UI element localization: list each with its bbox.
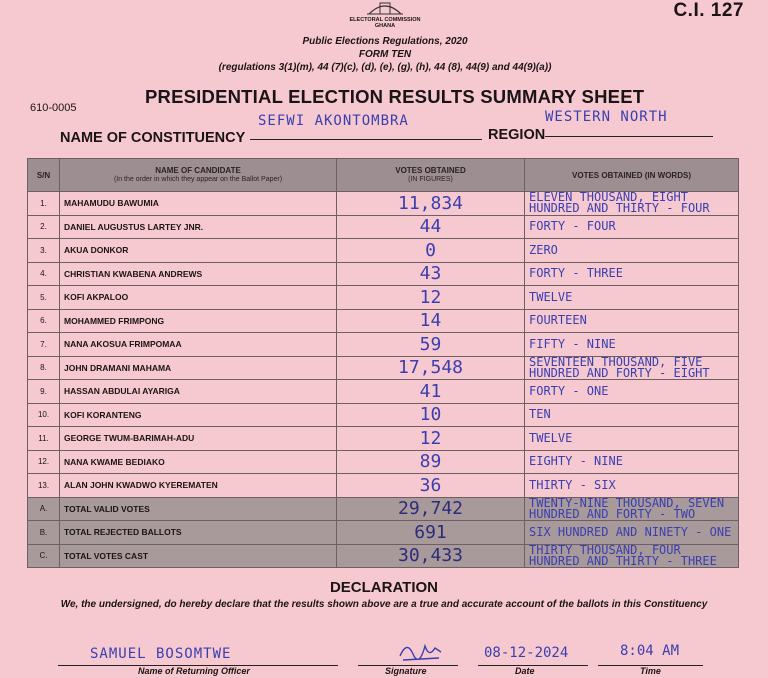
votes-words: FORTY - FOUR: [525, 215, 739, 239]
candidate-name: TOTAL VOTES CAST: [60, 544, 337, 568]
candidate-name: KOFI AKPALOO: [60, 286, 337, 310]
votes-figures: 43: [337, 262, 525, 286]
candidate-row: [28, 215, 739, 239]
row-sn: B.: [28, 521, 60, 545]
candidate-name: AKUA DONKOR: [60, 239, 337, 263]
constituency-label: NAME OF CONSTITUENCY: [60, 130, 246, 146]
total-row: [28, 497, 739, 521]
candidate-row: [28, 262, 739, 286]
candidate-row: [28, 403, 739, 427]
votes-words: ELEVEN THOUSAND, EIGHT HUNDRED AND THIRTY - FOUR: [525, 192, 739, 216]
commission-name: ELECTORAL COMMISSION GHANA: [349, 17, 421, 29]
votes-figures: 12: [337, 286, 525, 310]
candidate-row: [28, 239, 739, 263]
total-row: [28, 544, 739, 568]
votes-words: FIFTY - NINE: [525, 333, 739, 357]
votes-figures: 11,834: [337, 192, 525, 216]
signature-label: Signature: [385, 666, 427, 676]
votes-figures: 691: [337, 521, 525, 545]
candidate-name: MAHAMUDU BAWUMIA: [60, 192, 337, 216]
header-words: VOTES OBTAINED (IN WORDS): [525, 159, 739, 192]
results-table: [27, 158, 739, 568]
votes-words: THIRTY - SIX: [525, 474, 739, 498]
votes-figures: 29,742: [337, 497, 525, 521]
candidate-row: [28, 427, 739, 451]
row-sn: 10.: [28, 403, 60, 427]
votes-words: FORTY - THREE: [525, 262, 739, 286]
regulations-title: Public Elections Regulations, 2020: [302, 36, 468, 47]
votes-figures: 14: [337, 309, 525, 333]
votes-figures: 41: [337, 380, 525, 404]
regulations-ref: (regulations 3(1)(m), 44 (7)(c), (d), (e), (g), (h), 44 (8), 44(9) and 44(9)(a)): [218, 62, 552, 73]
row-sn: A.: [28, 497, 60, 521]
row-sn: 1.: [28, 192, 60, 216]
candidate-name: ALAN JOHN KWADWO KYEREMATEN: [60, 474, 337, 498]
time-value: 8:04 AM: [620, 643, 680, 659]
votes-words: EIGHTY - NINE: [525, 450, 739, 474]
row-sn: C.: [28, 544, 60, 568]
candidate-name: NANA KWAME BEDIAKO: [60, 450, 337, 474]
date-value: 08-12-2024: [484, 645, 569, 661]
votes-figures: 89: [337, 450, 525, 474]
time-label: Time: [640, 666, 661, 676]
votes-words: TWELVE: [525, 427, 739, 451]
row-sn: 6.: [28, 309, 60, 333]
row-sn: 11.: [28, 427, 60, 451]
candidate-row: [28, 333, 739, 357]
votes-figures: 44: [337, 215, 525, 239]
candidate-name: GEORGE TWUM-BARIMAH-ADU: [60, 427, 337, 451]
candidate-row: [28, 474, 739, 498]
returning-officer-name: SAMUEL BOSOMTWE: [90, 646, 232, 662]
votes-figures: 0: [337, 239, 525, 263]
candidate-name: HASSAN ABDULAI AYARIGA: [60, 380, 337, 404]
form-name: FORM TEN: [358, 49, 412, 60]
candidate-name: CHRISTIAN KWABENA ANDREWS: [60, 262, 337, 286]
row-sn: 2.: [28, 215, 60, 239]
row-sn: 9.: [28, 380, 60, 404]
row-sn: 12.: [28, 450, 60, 474]
declaration-text: We, the undersigned, do hereby declare that the results shown above are a true and accurate account of the ballots in this Constituency: [60, 599, 708, 610]
row-sn: 13.: [28, 474, 60, 498]
header-figures: VOTES OBTAINED (IN FIGURES): [337, 159, 525, 192]
votes-figures: 10: [337, 403, 525, 427]
votes-figures: 59: [337, 333, 525, 357]
constituency-value: SEFWI AKONTOMBRA: [258, 113, 409, 129]
candidate-name: TOTAL REJECTED BALLOTS: [60, 521, 337, 545]
header-sn: S/N: [28, 159, 60, 192]
votes-words: TEN: [525, 403, 739, 427]
declaration-title: DECLARATION: [329, 579, 439, 596]
votes-words: ZERO: [525, 239, 739, 263]
candidate-name: TOTAL VALID VOTES: [60, 497, 337, 521]
regulations-block: [200, 35, 570, 74]
total-row: [28, 521, 739, 545]
votes-figures: 12: [337, 427, 525, 451]
votes-figures: 30,433: [337, 544, 525, 568]
votes-words: SIX HUNDRED AND NINETY - ONE: [525, 521, 739, 545]
table-header-row: [28, 159, 739, 192]
region-value: WESTERN NORTH: [545, 109, 668, 125]
candidate-row: [28, 380, 739, 404]
header-name: NAME OF CANDIDATE (In the order in which they appear on the Ballot Paper): [60, 159, 337, 192]
page-title: PRESIDENTIAL ELECTION RESULTS SUMMARY SHEET: [145, 86, 645, 107]
candidate-name: KOFI KORANTENG: [60, 403, 337, 427]
votes-words: TWENTY-NINE THOUSAND, SEVEN HUNDRED AND FORTY - TWO: [525, 497, 739, 521]
candidate-row: [28, 356, 739, 380]
votes-words: THIRTY THOUSAND, FOUR HUNDRED AND THIRTY - THREE: [525, 544, 739, 568]
candidate-row: [28, 309, 739, 333]
form-code: C.I. 127: [673, 0, 744, 21]
votes-words: FORTY - ONE: [525, 380, 739, 404]
candidate-row: [28, 450, 739, 474]
candidate-name: MOHAMMED FRIMPONG: [60, 309, 337, 333]
officer-label: Name of Returning Officer: [138, 666, 250, 676]
region-label: REGION: [488, 127, 546, 143]
candidate-name: DANIEL AUGUSTUS LARTEY JNR.: [60, 215, 337, 239]
region-underline: [545, 136, 713, 137]
signature-mark: [395, 636, 445, 664]
date-label: Date: [515, 666, 535, 676]
row-sn: 5.: [28, 286, 60, 310]
row-sn: 7.: [28, 333, 60, 357]
sheet-code: 610-0005: [30, 102, 77, 114]
candidate-row: [28, 286, 739, 310]
candidate-row: [28, 192, 739, 216]
votes-words: SEVENTEEN THOUSAND, FIVE HUNDRED AND FORTY - EIGHT: [525, 356, 739, 380]
votes-words: FOURTEEN: [525, 309, 739, 333]
row-sn: 3.: [28, 239, 60, 263]
votes-words: TWELVE: [525, 286, 739, 310]
constituency-underline: [250, 139, 482, 140]
votes-figures: 17,548: [337, 356, 525, 380]
row-sn: 8.: [28, 356, 60, 380]
candidate-name: NANA AKOSUA FRIMPOMAA: [60, 333, 337, 357]
coat-of-arms-icon: [365, 0, 405, 16]
row-sn: 4.: [28, 262, 60, 286]
votes-figures: 36: [337, 474, 525, 498]
candidate-name: JOHN DRAMANI MAHAMA: [60, 356, 337, 380]
